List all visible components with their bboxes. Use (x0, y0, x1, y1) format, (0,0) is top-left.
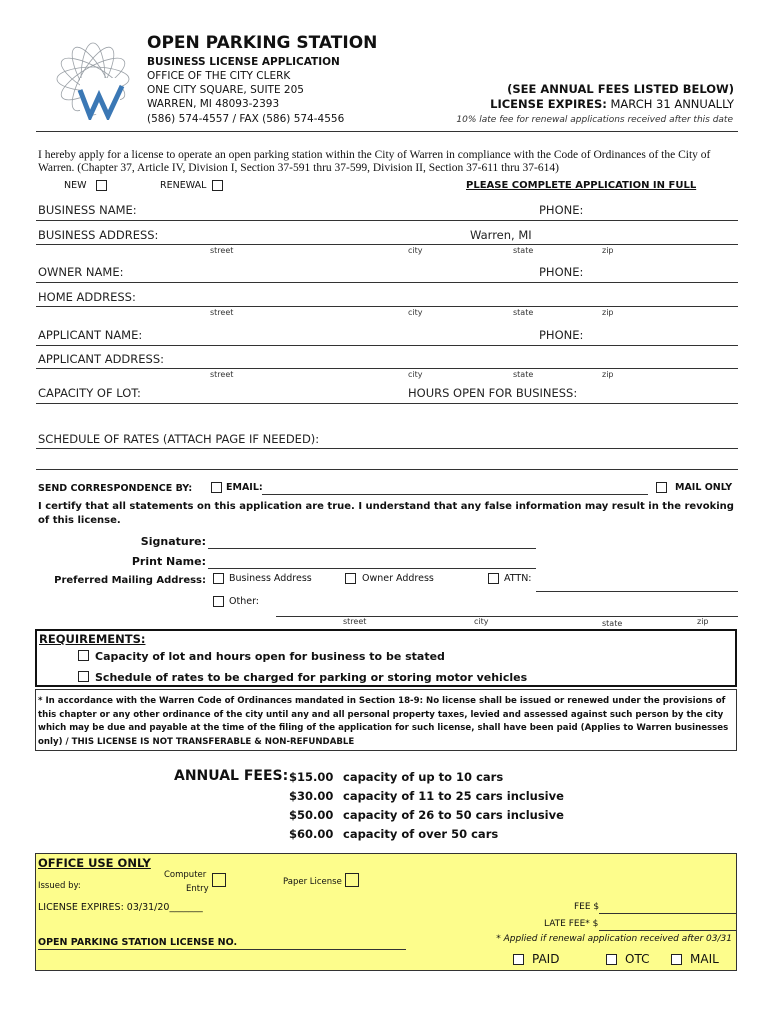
license-number-line[interactable] (38, 949, 406, 950)
street-sublabel: street (343, 617, 367, 626)
mail-checkbox[interactable] (671, 954, 682, 965)
owner-address-option: Owner Address (362, 573, 434, 584)
paper-license-checkbox[interactable] (345, 873, 359, 887)
signature-label: Signature: (140, 535, 206, 548)
license-number-label: OPEN PARKING STATION LICENSE NO. (38, 937, 238, 948)
new-label: NEW (64, 180, 87, 191)
city-sublabel: city (474, 617, 489, 626)
requirement-item-1: Capacity of lot and hours open for business to be stated (95, 650, 445, 663)
office-address-line1: ONE CITY SQUARE, SUITE 205 (147, 84, 304, 96)
office-use-box (35, 853, 737, 971)
form-subtitle: BUSINESS LICENSE APPLICATION (147, 56, 340, 68)
attn-line[interactable] (536, 591, 738, 592)
print-name-line[interactable] (208, 568, 536, 569)
license-expires-header (490, 97, 734, 111)
other-label: Other: (229, 596, 260, 607)
annual-fees-title: ANNUAL FEES: (174, 768, 289, 784)
renewal-checkbox[interactable] (212, 180, 223, 191)
attn-label: ATTN: (504, 573, 532, 584)
owner-phone-label: PHONE: (539, 265, 584, 279)
fee-amount: $30.00 (289, 789, 334, 803)
business-phone-label: PHONE: (539, 203, 584, 217)
fee-description: capacity of up to 10 cars (343, 770, 504, 784)
otc-checkbox[interactable] (606, 954, 617, 965)
state-sublabel: state (602, 619, 623, 628)
entry-label: Entry (186, 884, 209, 894)
zip-sublabel: zip (697, 617, 709, 626)
print-name-label: Print Name: (131, 555, 206, 568)
email-line[interactable] (262, 494, 648, 495)
license-expires-label: LICENSE EXPIRES: (490, 97, 607, 111)
complete-note: PLEASE COMPLETE APPLICATION IN FULL (466, 180, 697, 191)
owner-name-line[interactable] (36, 282, 738, 283)
new-checkbox[interactable] (96, 180, 107, 191)
pref-mailing-label: Preferred Mailing Address: (54, 575, 206, 586)
late-fee-applied-note: * Applied if renewal application received after 03/31 (496, 934, 732, 944)
computer-entry-checkbox[interactable] (212, 873, 226, 887)
fee-label: FEE $ (574, 902, 600, 912)
business-name-line[interactable] (36, 220, 738, 221)
office-address-line2: WARREN, MI 48093-2393 (147, 98, 280, 110)
requirements-title: REQUIREMENTS: (39, 632, 146, 646)
email-checkbox[interactable] (211, 482, 222, 493)
fee-amount: $15.00 (289, 770, 334, 784)
renewal-label: RENEWAL (160, 180, 207, 191)
paper-license-label: Paper License (283, 877, 342, 887)
mail-only-label: MAIL ONLY (675, 482, 733, 493)
fee-amount: $50.00 (289, 808, 334, 822)
office-use-title: OFFICE USE ONLY (38, 856, 151, 870)
paid-label: PAID (532, 952, 560, 966)
paid-checkbox[interactable] (513, 954, 524, 965)
ordinance-box (35, 689, 737, 751)
applicant-phone-label: PHONE: (539, 328, 584, 342)
ordinance-text: * In accordance with the Warren Code of Ordinances mandated in Section 18-9: No license shall be issued or renewed under the provisions of this chapter or any other ordinance of the city until any and all personal property taxes, levied and assessed against such person by the city which may be due and payable at the time of the filing of the application for such license, shall have been paid (Applies to Warren businesses only) / THIS LICENSE IS NOT TRANSFERABLE & NON-REFUNDABLE (38, 696, 729, 747)
schedule-line-2[interactable] (36, 469, 738, 470)
fee-description: capacity of 11 to 25 cars inclusive (343, 789, 564, 803)
city-sublabel: city (408, 246, 423, 255)
zip-sublabel: zip (602, 246, 614, 255)
mail-label: MAIL (690, 952, 719, 966)
attn-checkbox[interactable] (488, 573, 499, 584)
business-address-label: BUSINESS ADDRESS: (38, 228, 159, 242)
otc-label: OTC (625, 952, 650, 966)
state-sublabel: state (513, 308, 534, 317)
see-fees-note: (SEE ANNUAL FEES LISTED BELOW) (507, 82, 734, 96)
requirements-box (35, 629, 737, 687)
other-checkbox[interactable] (213, 596, 224, 607)
schedule-label: SCHEDULE OF RATES (ATTACH PAGE IF NEEDED): (38, 432, 320, 446)
schedule-line-1[interactable] (36, 448, 738, 449)
computer-label: Computer (164, 870, 207, 880)
late-fee-line[interactable] (599, 930, 736, 931)
zip-sublabel: zip (602, 308, 614, 317)
signature-line[interactable] (208, 548, 536, 549)
zip-sublabel: zip (602, 370, 614, 379)
state-sublabel: state (513, 246, 534, 255)
owner-address-checkbox[interactable] (345, 573, 356, 584)
applicant-address-label: APPLICANT ADDRESS: (38, 352, 165, 366)
business-city-value: Warren, MI (470, 228, 532, 242)
hours-label: HOURS OPEN FOR BUSINESS: (408, 386, 578, 400)
license-expires-field[interactable]: LICENSE EXPIRES: 03/31/20_______ (38, 902, 203, 913)
street-sublabel: street (210, 370, 234, 379)
home-address-label: HOME ADDRESS: (38, 290, 136, 304)
capacity-hours-line[interactable] (36, 403, 738, 404)
certify-text: I certify that all statements on this application are true. I understand that any false information may result in the revoking of this license. (38, 501, 734, 526)
header-divider (36, 131, 738, 132)
requirement-checkbox-1[interactable] (78, 650, 89, 661)
late-fee-note: 10% late fee for renewal applications received after this date (456, 115, 733, 125)
email-label: EMAIL: (226, 482, 263, 493)
city-logo (52, 38, 134, 120)
business-name-label: BUSINESS NAME: (38, 203, 137, 217)
requirement-checkbox-2[interactable] (78, 671, 89, 682)
mail-only-checkbox[interactable] (656, 482, 667, 493)
late-fee-label: LATE FEE* $ (544, 919, 599, 929)
fee-description: capacity of over 50 cars (343, 827, 499, 841)
applicant-name-label: APPLICANT NAME: (38, 328, 143, 342)
office-phone-fax: (586) 574-4557 / FAX (586) 574-4556 (147, 113, 345, 125)
requirement-item-2: Schedule of rates to be charged for parking or storing motor vehicles (95, 671, 528, 684)
home-address-line[interactable] (36, 306, 738, 307)
applicant-address-line[interactable] (36, 368, 738, 369)
business-address-line[interactable] (36, 244, 738, 245)
city-sublabel: city (408, 308, 423, 317)
form-title: OPEN PARKING STATION (147, 33, 378, 53)
state-sublabel: state (513, 370, 534, 379)
street-sublabel: street (210, 308, 234, 317)
capacity-label: CAPACITY OF LOT: (38, 386, 141, 400)
license-expires-value: MARCH 31 ANNUALLY (610, 97, 734, 111)
office-name: OFFICE OF THE CITY CLERK (147, 70, 291, 82)
business-address-checkbox[interactable] (213, 573, 224, 584)
owner-name-label: OWNER NAME: (38, 265, 124, 279)
fee-amount: $60.00 (289, 827, 334, 841)
street-sublabel: street (210, 246, 234, 255)
issued-by-label: Issued by: (38, 881, 81, 891)
fee-description: capacity of 26 to 50 cars inclusive (343, 808, 564, 822)
correspondence-label: SEND CORRESPONDENCE BY: (38, 483, 193, 494)
fee-line[interactable] (599, 913, 736, 914)
city-sublabel: city (408, 370, 423, 379)
intro-text: I hereby apply for a license to operate an open parking station within the City of Warren in compliance with the Code of Ordinances of the City of Warren. (Chapter 37, Article IV, Division I, Section 37-591 thru 37-599, Division II, Section 37-611 thru 37-614) (38, 149, 711, 174)
business-address-option: Business Address (229, 573, 312, 584)
applicant-name-line[interactable] (36, 345, 738, 346)
